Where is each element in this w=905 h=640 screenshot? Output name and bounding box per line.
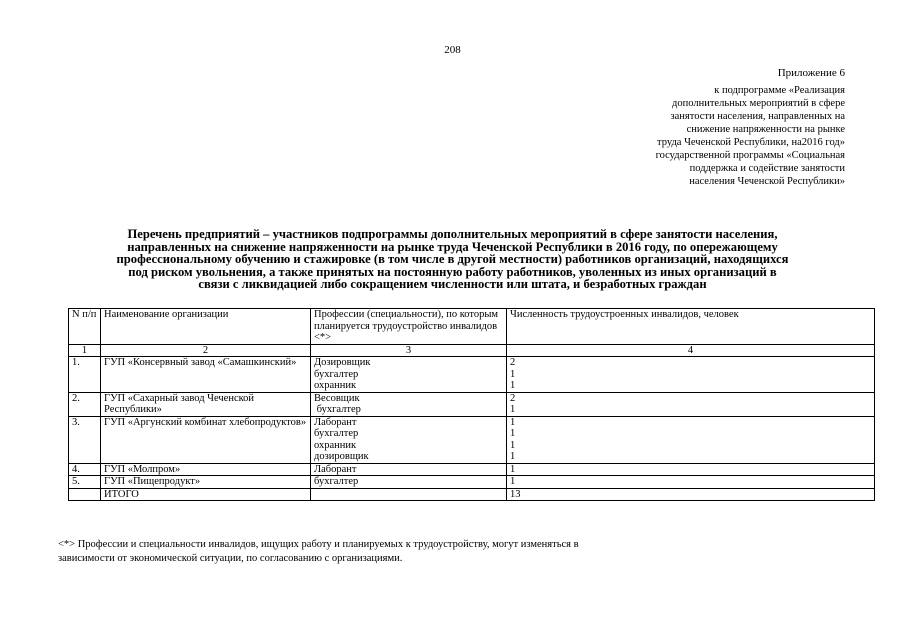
profession: бухгалтер: [314, 368, 359, 380]
appendix-line: труда Чеченской Республики, на2016 год»: [657, 137, 845, 148]
page-number: 208: [444, 44, 461, 56]
col-number: 2: [101, 344, 311, 357]
title-line: Перечень предприятий – участников подпрограммы дополнительных мероприятий в сфере занятости населения,: [127, 227, 778, 241]
profession: бухгалтер: [314, 404, 361, 415]
profession: Весовщик: [314, 392, 360, 404]
org-name: ГУП «Сахарный завод Чеченской Республики»: [101, 392, 311, 416]
col-number: 3: [311, 344, 507, 357]
table-row: [69, 357, 875, 393]
count: 2: [510, 357, 516, 368]
profession: Дозировщик: [314, 357, 371, 368]
col-number: 4: [507, 344, 875, 357]
count: 1: [510, 368, 516, 380]
count: 1: [510, 404, 516, 415]
profession: охранник: [314, 439, 357, 451]
profession: охранник: [314, 380, 357, 391]
header-org: Наименование организации: [101, 309, 311, 345]
title-line: профессиональному обучению и стажировке (в том числе в другой местности) работников организаций, находящихся: [116, 252, 789, 266]
appendix-title: Приложение 6: [777, 67, 845, 79]
column-numbers-row: [69, 344, 875, 357]
enterprises-table: [68, 308, 875, 501]
profession: дозировщик: [314, 451, 369, 462]
row-num: 3.: [69, 416, 101, 463]
appendix-line: государственной программы «Социальная: [655, 150, 845, 161]
counts-cell: [507, 357, 875, 393]
counts-cell: [507, 476, 875, 489]
counts-cell: [507, 416, 875, 463]
appendix-line: поддержка и содействие занятости: [689, 163, 845, 174]
appendix-line: дополнительных мероприятий в сфере: [672, 98, 845, 109]
appendix-line: занятости населения, направленных на: [670, 111, 845, 122]
row-num: 2.: [69, 392, 101, 416]
total-label: ИТОГО: [101, 488, 311, 501]
count: 1: [510, 428, 516, 439]
count: 1: [510, 463, 516, 475]
header-count: Численность трудоустроенных инвалидов, человек: [507, 309, 875, 345]
appendix-line: снижение напряженности на рынке: [686, 124, 845, 135]
profession: бухгалтер: [314, 476, 359, 487]
title-line: под риском увольнения, а также принятых на постоянную работу работников, уволенных из иных организаций в: [128, 264, 777, 279]
counts-cell: [507, 463, 875, 476]
count: 1: [510, 416, 516, 428]
table-row: [69, 392, 875, 416]
table-row: [69, 463, 875, 476]
title-line: связи с ликвидацией либо сокращением численности или штата, и безработных граждан: [198, 277, 707, 291]
appendix-line: населения Чеченской Республики»: [689, 176, 845, 187]
profession: Лаборант: [314, 416, 357, 428]
count: 1: [510, 451, 516, 462]
header-professions: Профессии (специальности), по которым планируется трудоустройство инвалидов <*>: [311, 309, 507, 345]
footnote-line: зависимости от экономической ситуации, по согласованию с организациями.: [58, 553, 403, 564]
profession: бухгалтер: [314, 428, 359, 439]
professions-cell: [311, 476, 507, 489]
footnote: [58, 538, 579, 566]
professions-cell: [311, 416, 507, 463]
row-num: 5.: [69, 476, 101, 489]
profession: Лаборант: [314, 463, 357, 475]
document-title: [40, 228, 865, 291]
table-row: [69, 416, 875, 463]
count: 1: [510, 439, 516, 451]
counts-cell: [507, 392, 875, 416]
total-empty-cell: [69, 488, 101, 501]
table-row: [69, 476, 875, 489]
org-name: ГУП «Пищепродукт»: [101, 476, 311, 489]
col-number: 1: [69, 344, 101, 357]
count: 1: [510, 380, 516, 391]
count: 2: [510, 392, 516, 404]
professions-cell: [311, 357, 507, 393]
row-num: 1.: [69, 357, 101, 393]
total-row: [69, 488, 875, 501]
appendix-subtitle: [656, 84, 845, 188]
count: 1: [510, 476, 516, 487]
row-num: 4.: [69, 463, 101, 476]
org-name: ГУП «Молпром»: [101, 463, 311, 476]
footnote-line: <*> Профессии и специальности инвалидов, ищущих работу и планируемых к трудоустройству, могут изменяться в: [58, 539, 579, 550]
org-name: ГУП «Консервный завод «Самашкинский»: [101, 357, 311, 393]
professions-cell: [311, 392, 507, 416]
total-value: 13: [507, 488, 875, 501]
org-name: ГУП «Аргунский комбинат хлебопродуктов»: [101, 416, 311, 463]
appendix-line: к подпрограмме «Реализация: [714, 85, 845, 96]
professions-cell: [311, 463, 507, 476]
header-num: N п/п: [69, 309, 101, 345]
table-header-row: [69, 309, 875, 345]
title-line: направленных на снижение напряженности на рынке труда Чеченской Республики в 2016 году, по опережающему: [127, 239, 778, 254]
total-empty-cell: [311, 488, 507, 501]
